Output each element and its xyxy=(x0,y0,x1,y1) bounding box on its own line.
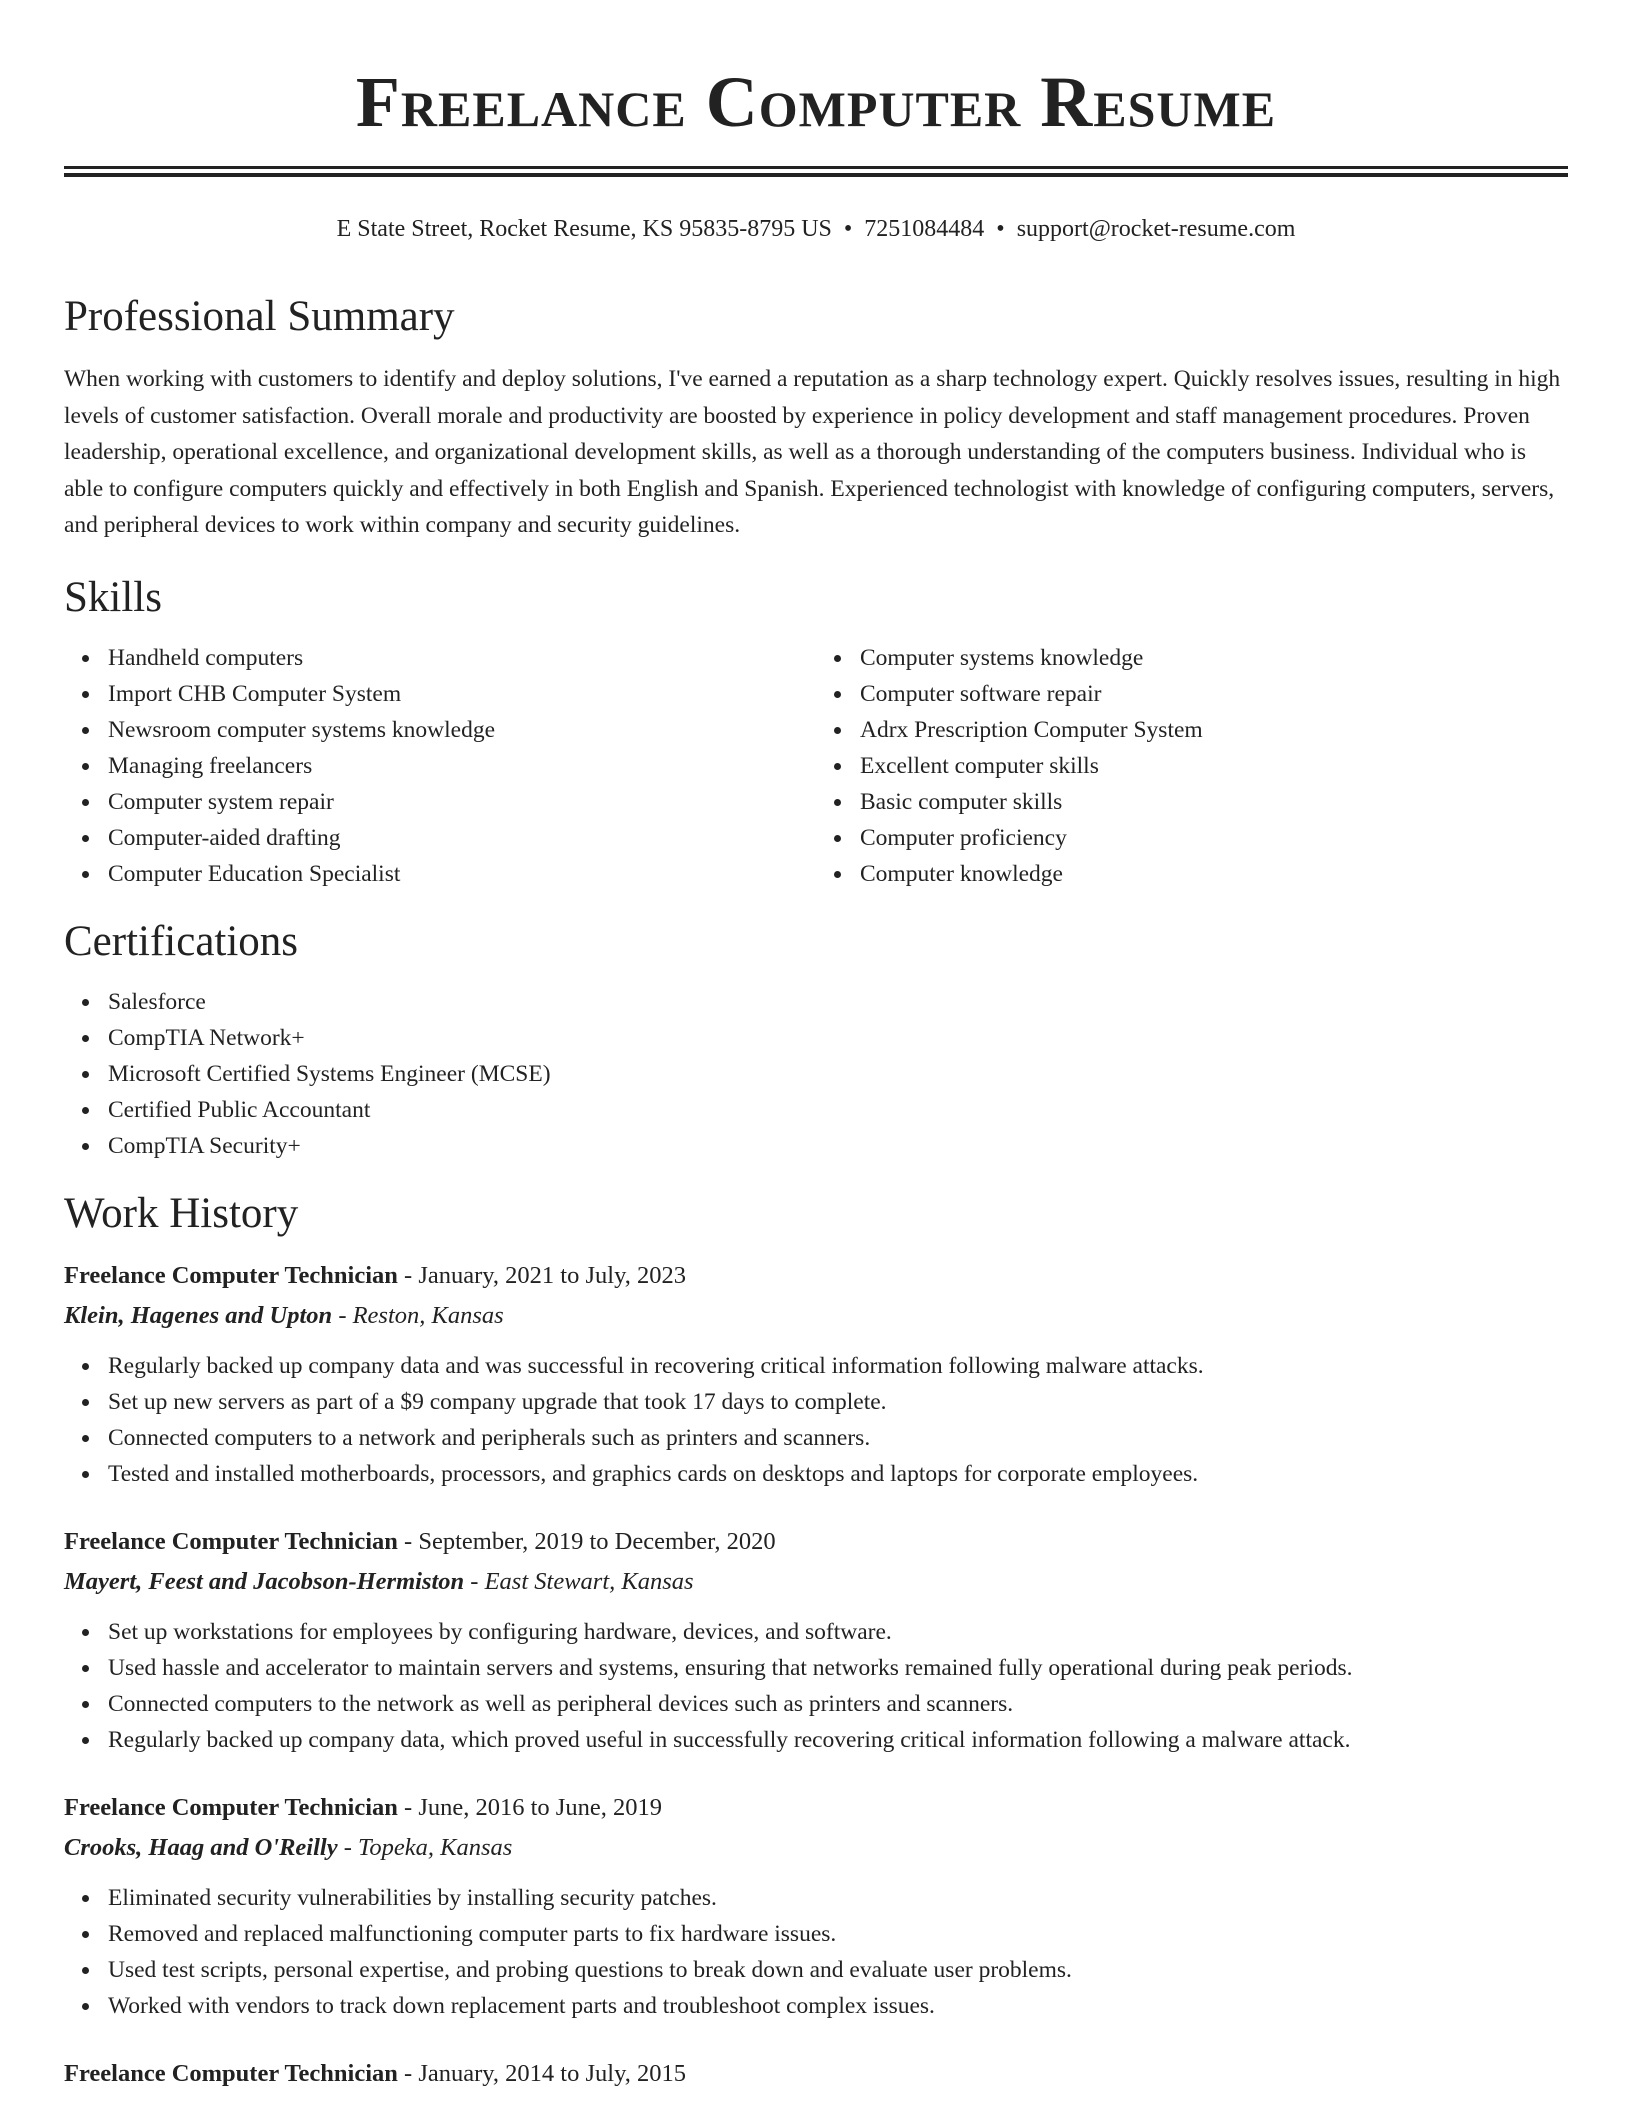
job-duty-item: Regularly backed up company data, which proved useful in successfully recovering critical information following a malware attack. xyxy=(108,1722,1568,1758)
job-company: Mayert, Feest and Jacobson-Hermiston xyxy=(64,1567,465,1595)
title-divider xyxy=(64,166,1568,177)
summary-text: When working with customers to identify and deploy solutions, I've earned a reputation as a sharp technology expert. Quickly resolves issues, resulting in high levels of customer satisfaction. Overall morale and productivity are boosted by experience in policy development and staff management procedures. Proven leadership, operational excellence, and organizational development skills, as well as a thorough understanding of the computers business. Individual who is able to configure computers quickly and effectively in both English and Spanish. Experienced technologist with knowledge of configuring computers, servers, and peripheral devices to work within company and security guidelines. xyxy=(64,366,1561,538)
skills-columns xyxy=(64,640,1568,892)
certification-item: Salesforce xyxy=(108,984,1568,1020)
job-title: Freelance Computer Technician xyxy=(64,1261,398,1289)
job-duty-item: Eliminated security vulnerabilities by installing security patches. xyxy=(108,1880,1568,1916)
skill-item: Adrx Prescription Computer System xyxy=(860,712,1568,748)
job-dates: - January, 2014 to July, 2015 xyxy=(397,2059,686,2087)
contact-address: E State Street, Rocket Resume, KS 95835-8795 US xyxy=(336,216,832,242)
contact-line xyxy=(64,213,1568,245)
summary-heading: Professional Summary xyxy=(64,293,455,340)
job-dates: - June, 2016 to June, 2019 xyxy=(397,1793,662,1821)
skill-item: Managing freelancers xyxy=(108,748,816,784)
skill-item: Excellent computer skills xyxy=(860,748,1568,784)
job-duty-item: Connected computers to a network and peripherals such as printers and scanners. xyxy=(108,1420,1568,1456)
job-duty-item: Used test scripts, personal expertise, and probing questions to break down and evaluate user problems. xyxy=(108,1952,1568,1988)
job-duty-item: Regularly backed up company data and was successful in recovering critical information following malware attacks. xyxy=(108,1348,1568,1384)
job-duty-item: Set up workstations for employees by configuring hardware, devices, and software. xyxy=(108,1614,1568,1650)
job-dates: - September, 2019 to December, 2020 xyxy=(397,1527,776,1555)
certification-item: CompTIA Security+ xyxy=(108,1128,1568,1164)
job-location: - Topeka, Kansas xyxy=(337,1833,513,1861)
job-duty-item: Set up new servers as part of a $9 company upgrade that took 17 days to complete. xyxy=(108,1384,1568,1420)
skill-item: Computer Education Specialist xyxy=(108,856,816,892)
job-entry xyxy=(64,1256,1568,1492)
certification-item: Microsoft Certified Systems Engineer (MCSE) xyxy=(108,1056,1568,1092)
certification-item: CompTIA Network+ xyxy=(108,1020,1568,1056)
job-title: Freelance Computer Technician xyxy=(64,2059,398,2087)
skill-item: Import CHB Computer System xyxy=(108,676,816,712)
skill-item: Computer knowledge xyxy=(860,856,1568,892)
skills-heading: Skills xyxy=(64,573,162,621)
job-header xyxy=(64,1522,1568,1562)
certification-item: Certified Public Accountant xyxy=(108,1092,1568,1128)
contact-separator: • xyxy=(996,216,1005,242)
job-duties-list xyxy=(64,1880,1568,2024)
job-title: Freelance Computer Technician xyxy=(64,1527,398,1555)
skill-item: Computer system repair xyxy=(108,784,816,820)
job-location: - Reston, Kansas xyxy=(332,1301,504,1329)
work-history-heading: Work History xyxy=(64,1189,299,1237)
certifications-heading: Certifications xyxy=(64,917,299,965)
job-company: Klein, Hagenes and Upton xyxy=(64,1301,333,1329)
skill-item: Computer proficiency xyxy=(860,820,1568,856)
skills-list-left xyxy=(64,640,816,892)
job-header xyxy=(64,1256,1568,1296)
job-employer xyxy=(64,1296,1568,1336)
contact-email[interactable]: support@rocket-resume.com xyxy=(1016,216,1296,242)
skill-item: Newsroom computer systems knowledge xyxy=(108,712,816,748)
job-duty-item: Tested and installed motherboards, processors, and graphics cards on desktops and laptops for corporate employees. xyxy=(108,1456,1568,1492)
job-duties-list xyxy=(64,1614,1568,1758)
job-duty-item: Connected computers to the network as well as peripheral devices such as printers and scanners. xyxy=(108,1686,1568,1722)
job-duty-item: Removed and replaced malfunctioning computer parts to fix hardware issues. xyxy=(108,1916,1568,1952)
certifications-list xyxy=(64,984,1568,1164)
contact-phone: 7251084484 xyxy=(864,216,985,242)
skill-item: Handheld computers xyxy=(108,640,816,676)
skill-item: Computer-aided drafting xyxy=(108,820,816,856)
job-entry xyxy=(64,2054,1568,2094)
skill-item: Basic computer skills xyxy=(860,784,1568,820)
job-employer xyxy=(64,1828,1568,1868)
job-header xyxy=(64,2054,1568,2094)
job-entry xyxy=(64,1522,1568,1758)
job-header xyxy=(64,1788,1568,1828)
job-duties-list xyxy=(64,1348,1568,1492)
resume-title: Freelance Computer Resume xyxy=(355,62,1277,142)
job-employer xyxy=(64,1562,1568,1602)
job-entry xyxy=(64,1788,1568,2024)
job-duty-item: Worked with vendors to track down replacement parts and troubleshoot complex issues. xyxy=(108,1988,1568,2024)
skill-item: Computer systems knowledge xyxy=(860,640,1568,676)
work-history-list xyxy=(64,1256,1568,2094)
job-title: Freelance Computer Technician xyxy=(64,1793,398,1821)
skill-item: Computer software repair xyxy=(860,676,1568,712)
skills-list-right xyxy=(816,640,1568,892)
job-dates: - January, 2021 to July, 2023 xyxy=(397,1261,686,1289)
contact-separator: • xyxy=(843,216,853,242)
job-company: Crooks, Haag and O'Reilly xyxy=(64,1833,338,1861)
job-duty-item: Used hassle and accelerator to maintain servers and systems, ensuring that networks remained fully operational during peak periods. xyxy=(108,1650,1568,1686)
job-location: - East Stewart, Kansas xyxy=(464,1567,694,1595)
